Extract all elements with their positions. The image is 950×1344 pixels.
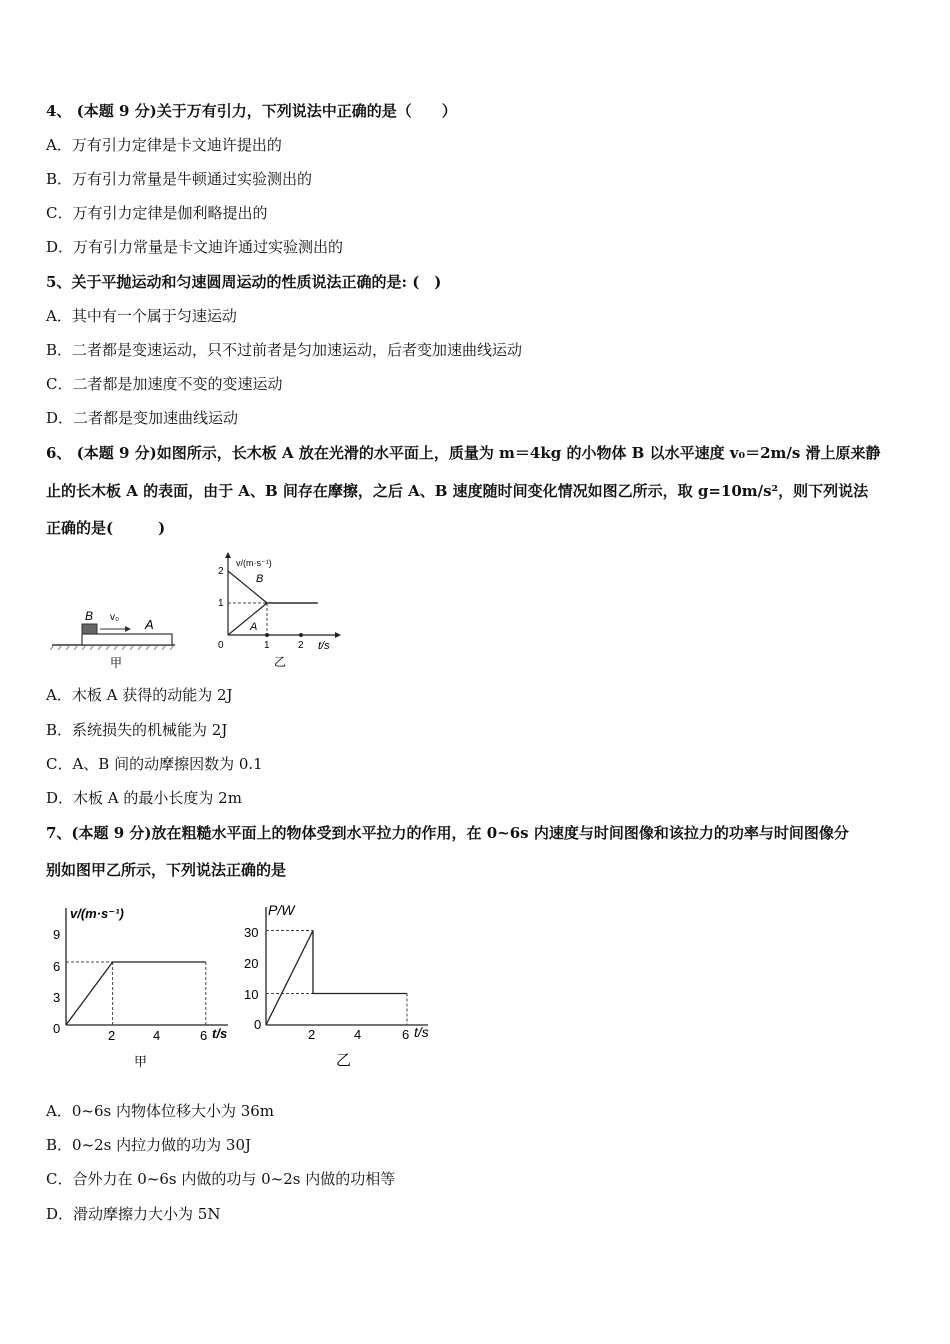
power-line — [266, 931, 407, 1026]
q7-option-b: B．0~2s 内拉力做的功为 30J — [46, 1136, 252, 1154]
q7-figure-yi — [240, 895, 445, 1073]
caption-jia: 甲 — [110, 656, 123, 670]
q6-figure-yi — [210, 550, 350, 675]
q7-stem-line-2: 别如图甲乙所示，下列说法正确的是 — [46, 861, 287, 879]
q5-option-a: A．其中有一个属于匀速运动 — [46, 307, 237, 325]
q6-stem-line-2: 止的长木板 A 的表面，由于 A、B 间存在摩擦，之后 A、B 速度随时间变化情况如图乙所示，取 g=10m/s²，则下列说法 — [46, 482, 869, 500]
curve-label-b: B — [256, 573, 264, 585]
y-axis-label: v/(m·s⁻¹) — [236, 558, 272, 568]
y-axis-arrow — [225, 552, 231, 558]
q6-stem-line-1: 6、 (本题 9 分)如图所示，长木板 A 放在光滑的水平面上，质量为 m＝4kg 的小物体 B 以水平速度 v₀＝2m/s 滑上原来静 — [46, 444, 881, 462]
q6-option-b: B．系统损失的机械能为 2J — [46, 721, 228, 739]
q4-option-d: D．万有引力常量是卡文迪许通过实验测出的 — [46, 238, 344, 256]
q6-option-d: D．木板 A 的最小长度为 2m — [46, 789, 242, 807]
x-axis-label: t/s — [212, 1026, 228, 1041]
q6-stem-line-3: 正确的是( ) — [46, 519, 166, 537]
caption-jia: 甲 — [134, 1054, 148, 1069]
x-tick-2: 2 — [308, 1027, 316, 1042]
caption-yi: 乙 — [274, 655, 287, 669]
x-tick-2: 2 — [108, 1028, 116, 1043]
q4-option-c: C．万有引力定律是伽利略提出的 — [46, 204, 268, 222]
y-tick-10: 10 — [244, 987, 259, 1002]
y-tick-2: 2 — [218, 566, 224, 577]
x-tick-4: 4 — [153, 1028, 161, 1043]
q6-option-a: A．木板 A 获得的动能为 2J — [46, 686, 233, 704]
q6-option-c: C．A、B 间的动摩擦因数为 0.1 — [46, 755, 263, 773]
y-tick-20: 20 — [244, 956, 259, 971]
y-tick-6: 6 — [53, 959, 61, 974]
q5-option-b: B．二者都是变速运动，只不过前者是匀加速运动，后者变加速曲线运动 — [46, 341, 523, 359]
x-axis-label: t/s — [414, 1024, 429, 1040]
y-tick-1: 1 — [218, 598, 224, 609]
x-tick-6: 6 — [200, 1028, 208, 1043]
y-tick-3: 3 — [53, 990, 61, 1005]
x-tick-1: 1 — [264, 640, 270, 651]
series-a-line — [228, 603, 318, 635]
velocity-arrowhead — [125, 626, 131, 632]
x-tick-4: 4 — [354, 1027, 362, 1042]
caption-yi: 乙 — [336, 1052, 352, 1069]
label-b: B — [85, 609, 94, 623]
board-a — [82, 634, 172, 645]
q6-figure-jia — [50, 600, 180, 675]
x-tick-2: 2 — [298, 640, 304, 651]
q5-option-d: D．二者都是变加速曲线运动 — [46, 409, 239, 427]
x-tick-dot-2 — [299, 633, 303, 637]
x-tick-0: 0 — [218, 640, 224, 651]
label-a: A — [145, 617, 154, 632]
curve-label-a: A — [250, 621, 258, 633]
q7-figure-jia — [48, 898, 248, 1073]
velocity-line — [66, 962, 206, 1025]
series-b-line — [228, 571, 318, 603]
block-b — [82, 624, 97, 634]
y-axis-label: v/(m·s⁻¹) — [70, 906, 124, 921]
x-axis-arrow — [335, 632, 341, 638]
x-tick-6: 6 — [402, 1027, 410, 1042]
q7-option-c: C．合外力在 0~6s 内做的功与 0~2s 内做的功相等 — [46, 1170, 396, 1188]
q5-stem: 5、关于平抛运动和匀速圆周运动的性质说法正确的是: ( ) — [46, 273, 442, 291]
q7-option-a: A．0~6s 内物体位移大小为 36m — [46, 1102, 275, 1120]
q4-option-a: A．万有引力定律是卡文迪许提出的 — [46, 136, 282, 154]
x-tick-dot-1 — [265, 633, 269, 637]
y-tick-30: 30 — [244, 925, 259, 940]
y-tick-0: 0 — [254, 1017, 262, 1032]
y-tick-9: 9 — [53, 927, 61, 942]
q5-option-c: C．二者都是加速度不变的变速运动 — [46, 375, 283, 393]
q7-option-d: D．滑动摩擦力大小为 5N — [46, 1205, 221, 1223]
q4-option-b: B．万有引力常量是牛顿通过实验测出的 — [46, 170, 313, 188]
q4-stem: 4、 (本题 9 分)关于万有引力，下列说法中正确的是（ ） — [46, 102, 457, 120]
x-axis-label: t/s — [318, 640, 330, 652]
label-v0: v₀ — [110, 612, 120, 623]
q7-stem-line-1: 7、(本题 9 分)放在粗糙水平面上的物体受到水平拉力的作用，在 0~6s 内速度与时间图像和该拉力的功率与时间图像分 — [46, 824, 849, 842]
y-tick-0: 0 — [53, 1021, 61, 1036]
y-axis-label: P/W — [268, 902, 295, 918]
